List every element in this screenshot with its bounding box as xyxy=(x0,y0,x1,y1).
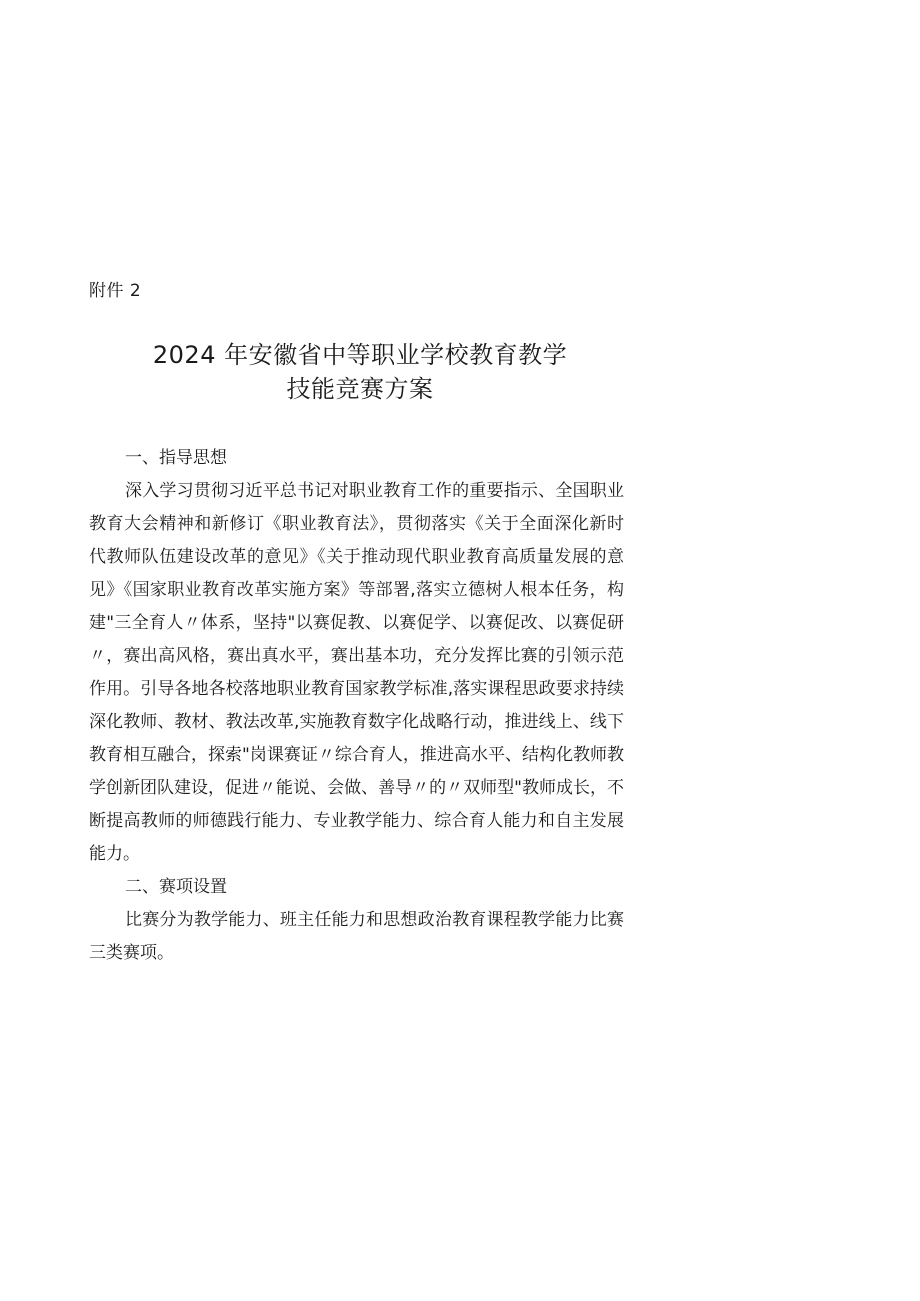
section-heading-guiding-ideology: 一、指导思想 xyxy=(125,448,227,468)
document-title xyxy=(100,338,620,406)
section-paragraph-event-setup: 比赛分为教学能力、班主任能力和思想政治教育课程教学能力比赛三类赛项。 xyxy=(89,910,624,963)
title-line-2: 技能竞赛方案 xyxy=(286,375,434,403)
title-line-1: 2024 年安徽省中等职业学校教育教学 xyxy=(152,341,568,369)
section-heading-event-setup: 二、赛项设置 xyxy=(125,877,227,897)
section-paragraph-guiding-ideology: 深入学习贯彻习近平总书记对职业教育工作的重要指示、全国职业教育大会精神和新修订《职业教育法》，贯彻落实《关于全面深化新时代教师队伍建设改革的意见》《关于推动现代职业教育高质量发展的意见》《国家职业教育改革实施方案》等部署,落实立德树人根本任务，构建"三全育人〃体系，坚持"以赛促教、以赛促学、以赛促改、以赛促研〃，赛出高风格，赛出真水平，赛出基本功，充分发挥比赛的引领示范作用。引导各地各校落地职业教育国家教学标准,落实课程思政要求持续深化教师、教材、教法改革,实施教育数字化战略行动，推进线上、线下教育相互融合，探索"岗课赛证〃综合育人，推进高水平、结构化教师教学创新团队建设，促进〃能说、会做、善导〃的〃双师型"教师成长，不断提高教师的师德践行能力、专业教学能力、综合育人能力和自主发展能力。 xyxy=(89,481,624,864)
attachment-label: 附件 2 xyxy=(89,281,142,301)
document-body xyxy=(89,442,624,970)
